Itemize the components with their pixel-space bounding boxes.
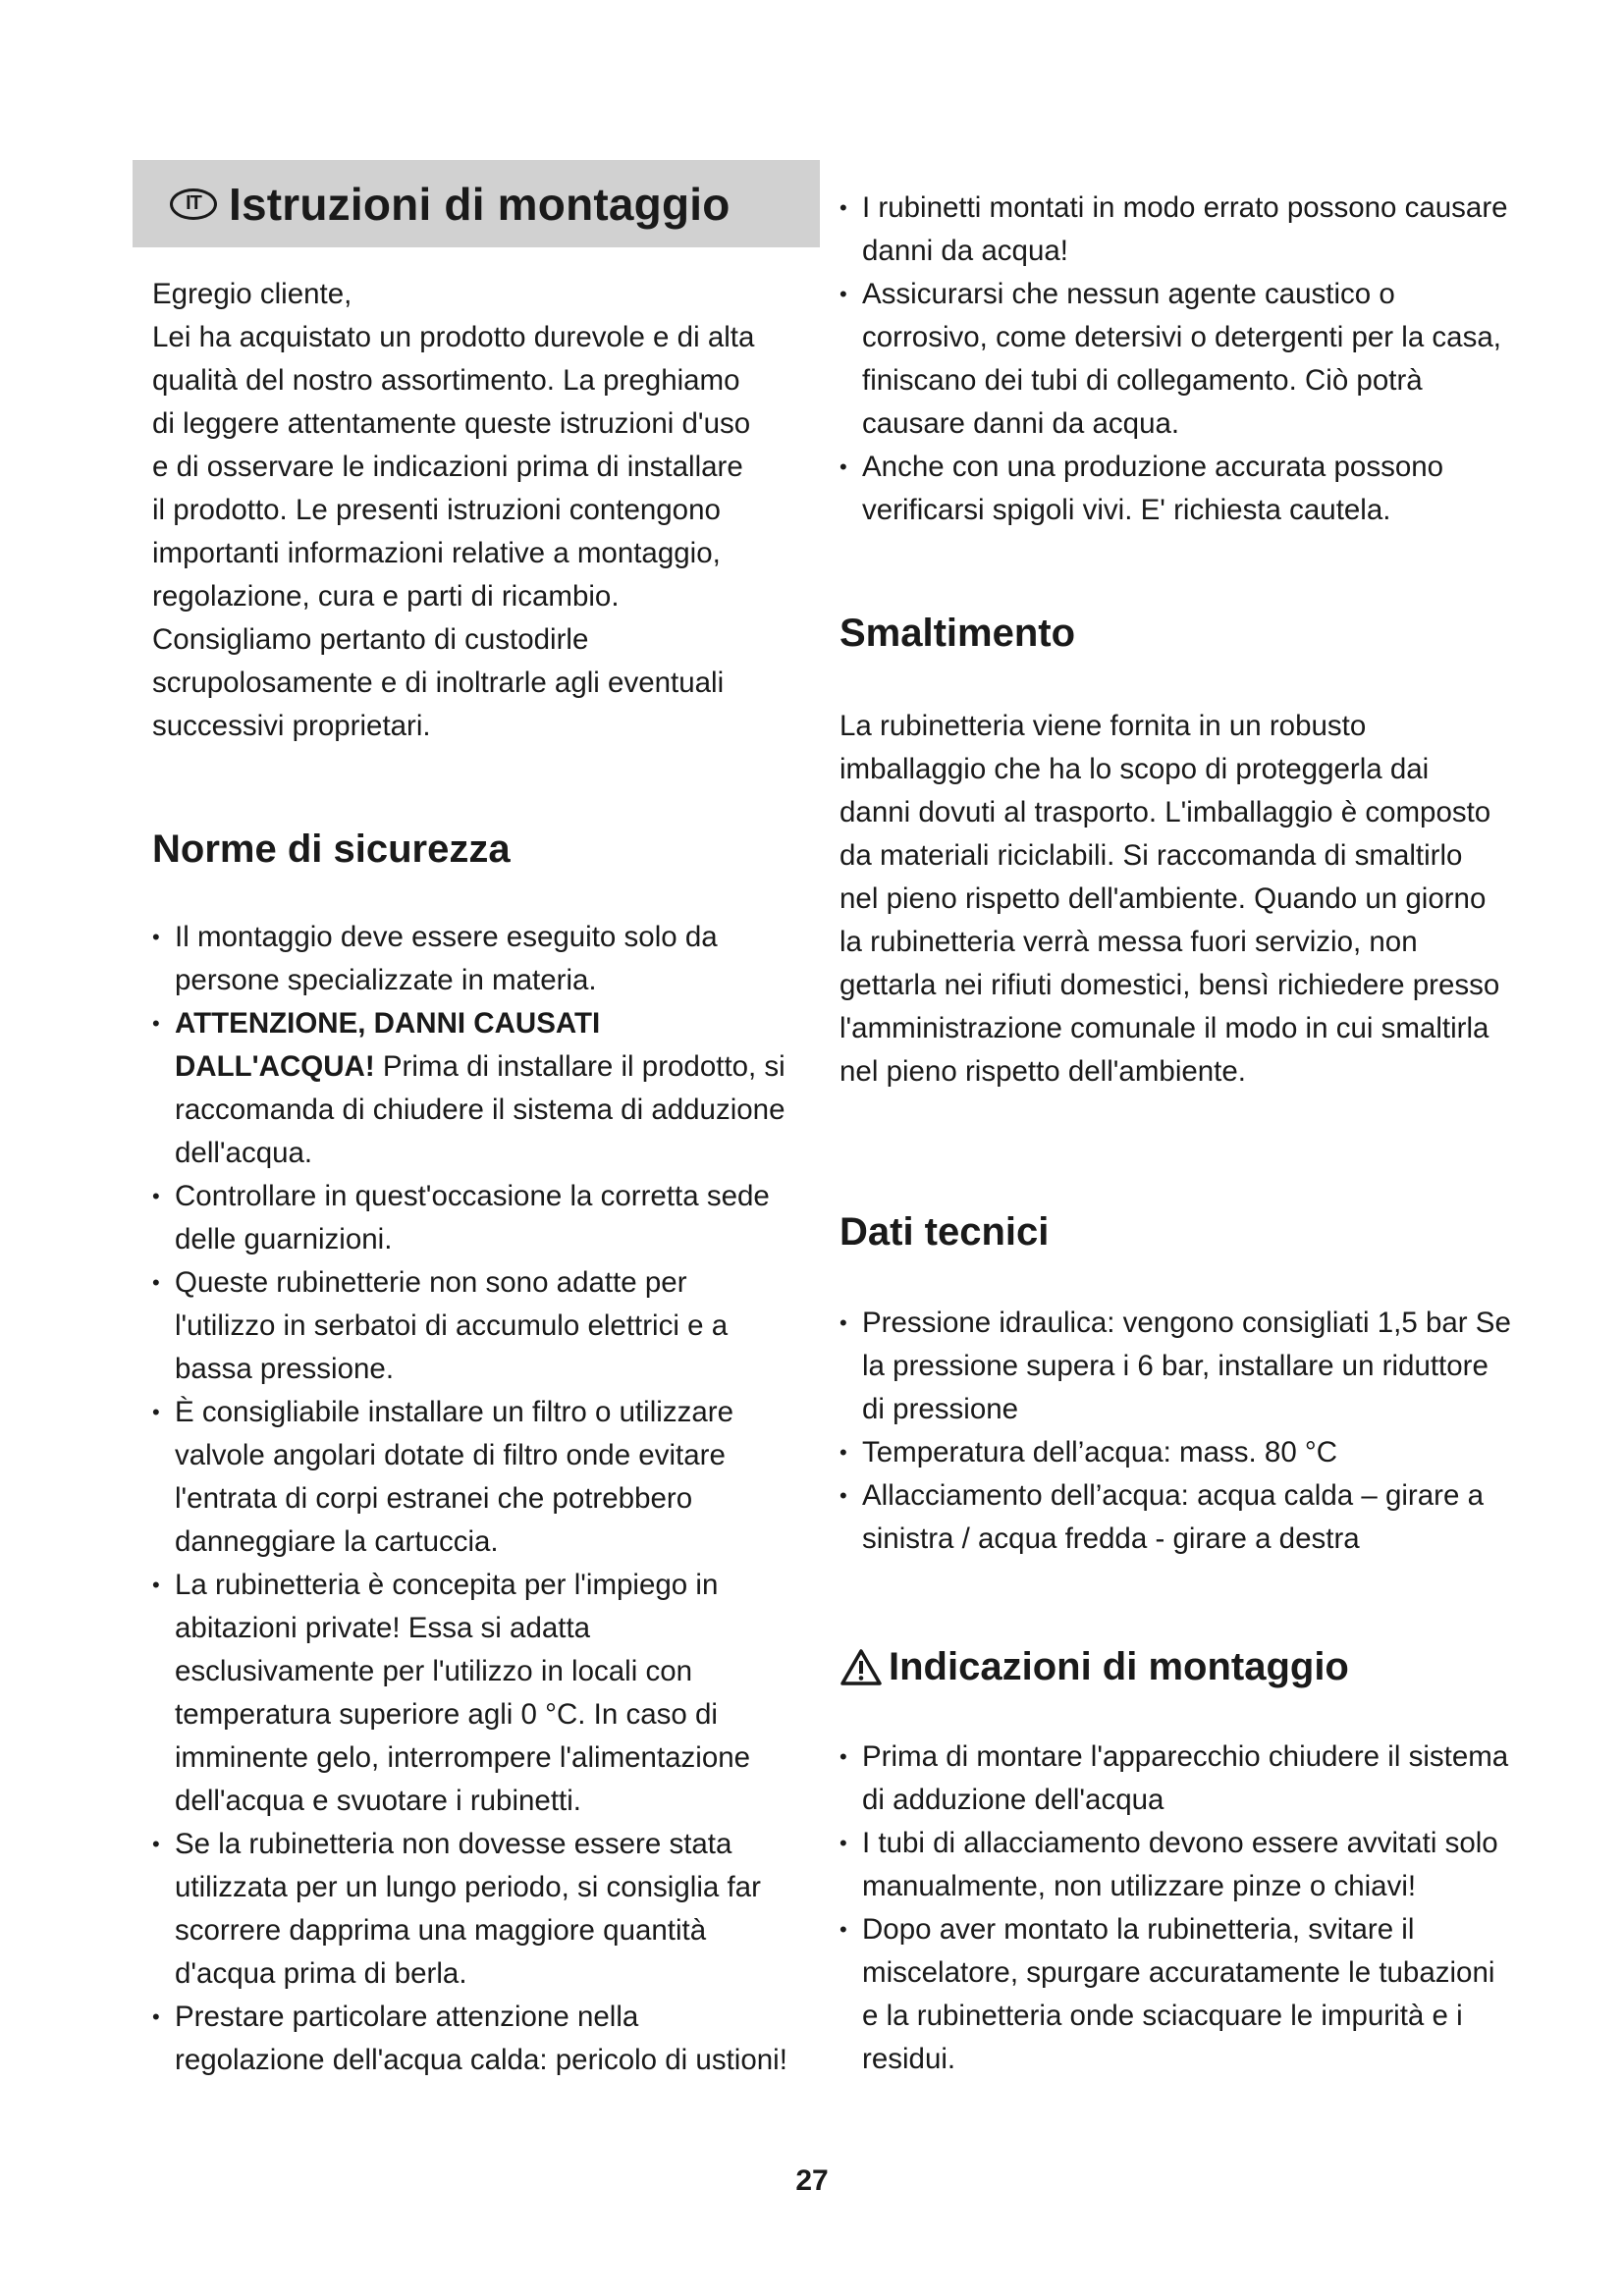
warning-icon	[839, 1648, 883, 1687]
warning-label: ATTENZIONE, DANNI CAUSATI DALL'ACQUA!	[175, 1007, 601, 1083]
list-item: • La rubinetteria è concepita per l'impiego in abitazioni private! Essa si adatta esclusivamente per l'utilizzo in locali con temperatura superiore agli 0 °C. In caso di imminente gelo, interrompere l'alimentazione dell'acqua e svuotare i rubinetti.	[152, 1564, 790, 1823]
disposal-paragraph: La rubinetteria viene fornita in un robusto imballaggio che ha lo scopo di proteggerla dai danni dovuti al trasporto. L'imballaggio è composto da materiali riciclabili. Si raccomanda di smaltirlo nel pieno rispetto dell'ambiente. Quando un giorno la rubinetteria verrà messa fuori servizio, non gettarla nei rifiuti domestici, bensì richiedere presso l'amministrazione comunale il modo in cui smaltirla nel pieno rispetto dell'ambiente.	[839, 710, 1500, 1088]
list-item	[152, 1002, 790, 1175]
page-number: 27	[795, 2164, 829, 2197]
safety-list	[152, 916, 790, 2082]
mounting-notes-heading: Indicazioni di montaggio	[889, 1645, 1349, 1688]
list-item: • Queste rubinetterie non sono adatte per l'utilizzo in serbatoi di accumulo elettrici e a bassa pressione.	[152, 1261, 790, 1391]
list-item: • Temperatura dell’acqua: mass. 80 °C	[839, 1431, 1517, 1474]
list-item: • Anche con una produzione accurata possono verificarsi spigoli vivi. E' richiesta cautela.	[839, 446, 1517, 532]
list-item: • I rubinetti montati in modo errato possono causare danni da acqua!	[839, 187, 1517, 273]
list-item: • Se la rubinetteria non dovesse essere stata utilizzata per un lungo periodo, si consiglia far scorrere dapprima una maggiore quantità d'acqua prima di berla.	[152, 1823, 790, 1996]
safety-list-continued	[839, 187, 1517, 532]
mounting-notes-header	[839, 1645, 1349, 1689]
list-item: • Prima di montare l'apparecchio chiudere il sistema di adduzione dell'acqua	[839, 1735, 1517, 1822]
list-item: • Il montaggio deve essere eseguito solo da persone specializzate in materia.	[152, 916, 790, 1002]
list-item: • È consigliabile installare un filtro o utilizzare valvole angolari dotate di filtro onde evitare l'entrata di corpi estranei che potrebbero danneggiare la cartuccia.	[152, 1391, 790, 1564]
list-item: • I tubi di allacciamento devono essere avvitati solo manualmente, non utilizzare pinze o chiavi!	[839, 1822, 1517, 1908]
technical-list	[839, 1302, 1517, 1561]
list-item: • Allacciamento dell’acqua: acqua calda – girare a sinistra / acqua fredda - girare a destra	[839, 1474, 1517, 1561]
page-title: Istruzioni di montaggio	[229, 178, 731, 230]
list-item: • Dopo aver montato la rubinetteria, svitare il miscelatore, spurgare accuratamente le tubazioni e la rubinetteria onde sciacquare le impurità e i residui.	[839, 1908, 1517, 2081]
section-header	[133, 160, 820, 247]
intro-text	[152, 273, 761, 748]
technical-heading: Dati tecnici	[839, 1210, 1050, 1254]
list-item: • Controllare in quest'occasione la corretta sede delle guarnizioni.	[152, 1175, 790, 1261]
mounting-notes-list	[839, 1735, 1517, 2081]
greeting: Egregio cliente,	[152, 278, 352, 310]
list-item-text: Prima di installare il prodotto, si raccomanda di chiudere il sistema di adduzione dell'acqua.	[175, 1050, 785, 1169]
safety-heading: Norme di sicurezza	[152, 828, 511, 871]
disposal-heading: Smaltimento	[839, 612, 1076, 655]
list-item: • Assicurarsi che nessun agente caustico o corrosivo, come detersivi o detergenti per la casa, finiscano dei tubi di collegamento. Ciò potrà causare danni da acqua.	[839, 273, 1517, 446]
language-badge-icon: IT	[170, 188, 217, 220]
list-item: • Prestare particolare attenzione nella regolazione dell'acqua calda: pericolo di ustioni!	[152, 1996, 790, 2082]
intro-paragraph: Lei ha acquistato un prodotto durevole e di alta qualità del nostro assortimento. La preghiamo di leggere attentamente queste istruzioni d'uso e di osservare le indicazioni prima di installare il prodotto. Le presenti istruzioni contengono importanti informazioni relative a montaggio, regolazione, cura e parti di ricambio. Consigliamo pertanto di custodirle scrupolosamente e di inoltrarle agli eventuali successivi proprietari.	[152, 321, 755, 742]
list-item: • Pressione idraulica: vengono consigliati 1,5 bar Se la pressione supera i 6 bar, installare un riduttore di pressione	[839, 1302, 1517, 1431]
